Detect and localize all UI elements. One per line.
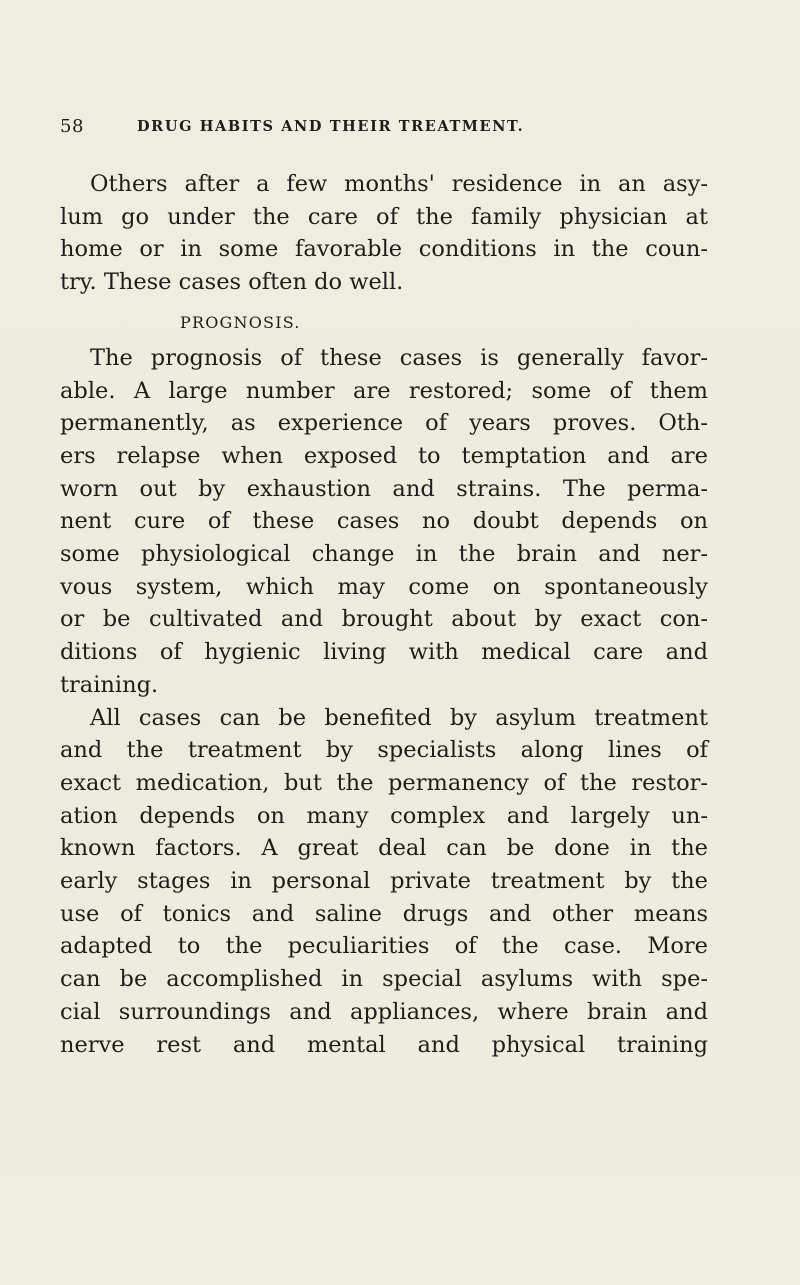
text-line: exact medication, but the permanency of the restor- <box>60 769 708 796</box>
text-line: can be accomplished in special asylums with spe- <box>60 966 708 993</box>
paragraph-treatment <box>60 702 708 1062</box>
text-line: lum go under the care of the family physician at <box>60 203 708 230</box>
text-line: permanently, as experience of years proves. Oth- <box>60 410 708 437</box>
text-line: Others after a few months' residence in an asy- <box>90 171 708 197</box>
text-line: some physiological change in the brain and ner- <box>60 541 708 568</box>
text-line: cial surroundings and appliances, where brain and <box>60 998 708 1025</box>
page-header <box>0 117 800 137</box>
text-line: vous system, which may come on spontaneously <box>60 573 708 600</box>
page-number: 58 <box>60 116 84 137</box>
text-line: The prognosis of these cases is generally favor- <box>90 344 708 371</box>
text-line: ditions of hygienic living with medical care and <box>60 639 708 666</box>
text-line: adapted to the peculiarities of the case. More <box>60 933 708 960</box>
body-text <box>60 168 708 1061</box>
text-line: nerve rest and mental and physical training <box>60 1031 708 1058</box>
text-line: known factors. A great deal can be done in the <box>60 835 708 862</box>
text-line: use of tonics and saline drugs and other means <box>60 900 708 927</box>
text-line: try. These cases often do well. <box>60 269 404 296</box>
paragraph-opening <box>60 168 708 299</box>
text-line: and the treatment by specialists along lines of <box>60 737 708 764</box>
text-line: able. A large number are restored; some of them <box>60 377 708 404</box>
text-line: or be cultivated and brought about by exact con- <box>60 606 708 633</box>
running-title: DRUG HABITS AND THEIR TREATMENT. <box>137 118 525 135</box>
text-line: early stages in personal private treatment by the <box>60 868 708 895</box>
text-line: ers relapse when exposed to temptation and are <box>60 442 708 469</box>
text-line: All cases can be benefited by asylum treatment <box>90 704 708 731</box>
text-line: nent cure of these cases no doubt depends on <box>60 508 708 535</box>
text-line: home or in some favorable conditions in the coun- <box>60 236 708 263</box>
text-line: ation depends on many complex and largely un- <box>60 802 708 829</box>
section-heading: PROGNOSIS. <box>180 312 301 332</box>
text-line: worn out by exhaustion and strains. The perma- <box>60 475 708 502</box>
paragraph-prognosis <box>60 342 708 702</box>
text-line: training. <box>60 671 159 698</box>
